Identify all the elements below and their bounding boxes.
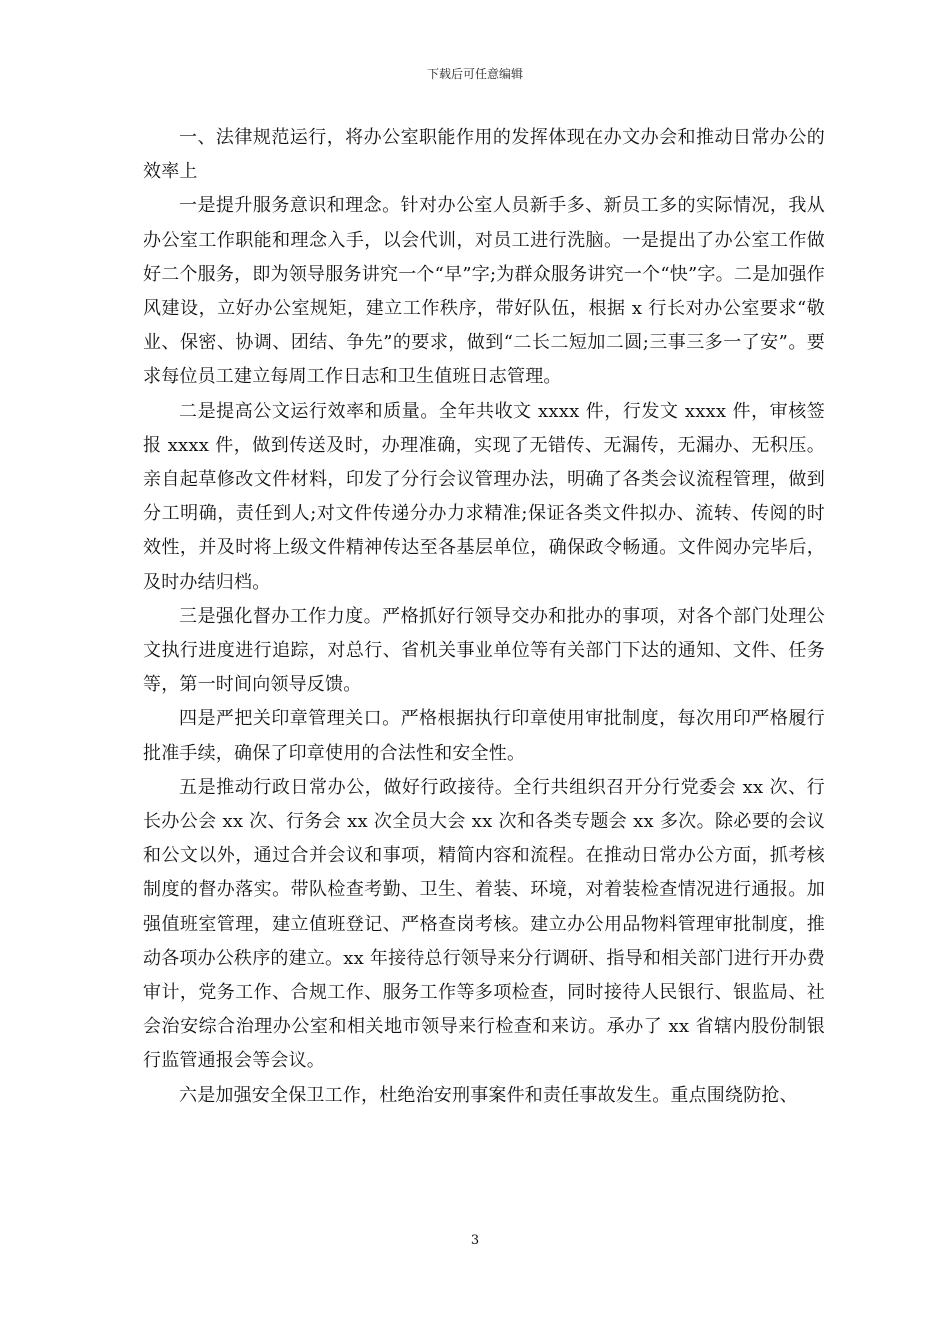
- body-paragraph-5: 五是推动行政日常办公，做好行政接待。全行共组织召开分行党委会 xx 次、行长办公会 xx 次、行务会 xx 次全员大会 xx 次和各类专题会 xx 多次。除必要的会议和公文以外，通过合并会议和事项，精简内容和流程。在推动日常办公方面，抓考核制度的督办落实。带队检查考勤、卫生、着装、环境，对着装检查情况进行通报。加强值班室管理，建立值班登记、严格查岗考核。建立办公用品物料管理审批制度，推动各项办公秩序的建立。xx 年接待总行领导来分行调研、指导和相关部门进行开办费审计，党务工作、合规工作、服务工作等多项检查，同时接待人民银行、银监局、社会治安综合治理办公室和相关地市领导来行检查和来访。承办了 xx 省辖内股份制银行监管通报会等会议。: [143, 776, 825, 1072]
- document-body: [143, 121, 825, 1113]
- body-paragraph-6: 六是加强安全保卫工作，杜绝治安刑事案件和责任事故发生。重点围绕防抢、: [179, 1084, 798, 1106]
- page-header: 下载后可任意编辑: [426, 67, 523, 81]
- body-paragraph-2: 二是提高公文运行效率和质量。全年共收文 xxxx 件，行发文 xxxx 件，审核签报 xxxx 件，做到传送及时，办理准确，实现了无错传、无漏传，无漏办、无积压。亲自起草修改文件材料，印发了分行会议管理办法，明确了各类会议流程管理，做到分工明确，责任到人;对文件传递分办力求精准;保证各类文件拟办、流转、传阅的时效性，并及时将上级文件精神传达至各基层单位，确保政令畅通。文件阅办完毕后，及时办结归档。: [143, 400, 825, 593]
- body-paragraph-4: 四是严把关印章管理关口。严格根据执行印章使用审批制度，每次用印严格履行批准手续，确保了印章使用的合法性和安全性。: [143, 708, 825, 764]
- body-paragraph-1: 一是提升服务意识和理念。针对办公室人员新手多、新员工多的实际情况，我从办公室工作职能和理念入手，以会代训，对员工进行洗脑。一是提出了办公室工作做好二个服务，即为领导服务讲究一个“早”字;为群众服务讲究一个“快”字。二是加强作风建设，立好办公室规矩，建立工作秩序，带好队伍，根据 x 行长对办公室要求“敬业、保密、协调、团结、争先”的要求，做到“二长二短加二圆;三事三多一了安”。要求每位员工建立每周工作日志和卫生值班日志管理。: [143, 195, 825, 388]
- page-number: 3: [470, 1233, 480, 1248]
- section-heading-paragraph: 一、法律规范运行，将办公室职能作用的发挥体现在办文办会和推动日常办公的效率上: [143, 127, 825, 183]
- body-paragraph-3: 三是强化督办工作力度。严格抓好行领导交办和批办的事项，对各个部门处理公文执行进度进行追踪，对总行、省机关事业单位等有关部门下达的通知、文件、任务等，第一时间向领导反馈。: [143, 605, 825, 696]
